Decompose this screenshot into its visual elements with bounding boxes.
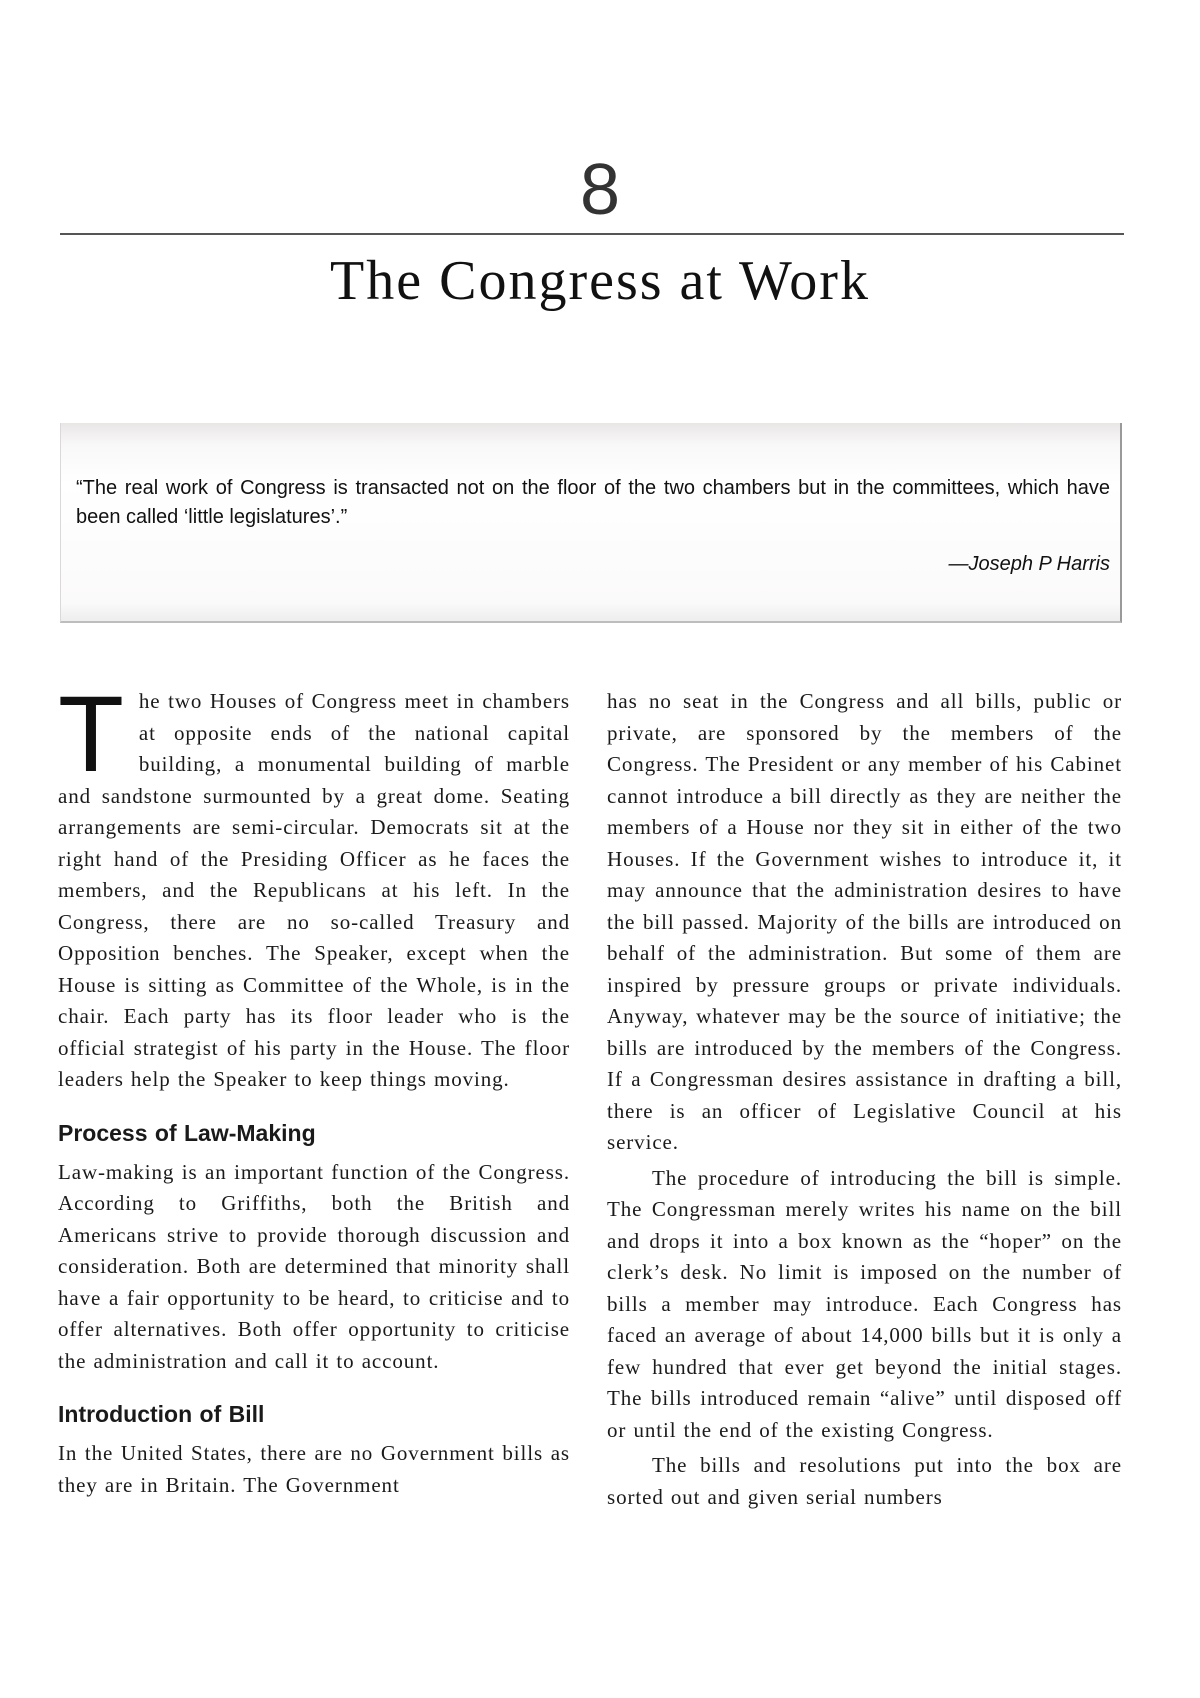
left-column — [58, 673, 570, 1501]
epigraph-attribution: —Joseph P Harris — [948, 553, 1110, 575]
epigraph-quote: “The real work of Congress is transacted not on the floor of the two chambers but in the committees, which have been called ‘little legislatures’.” — [76, 477, 1110, 528]
section-heading: Process of Law-Making — [58, 1119, 316, 1146]
intro-paragraph-text: he two Houses of Congress meet in chambers at opposite ends of the national capital building, a monumental building of marble and sandstone surmounted by a great dome. Seating arrangements are semi-circular. Democrats sit at the right hand of the Presiding Officer as he faces the members, and the Republicans at his left. In the Congress, there are no so-called Treasury and Opposition benches. The Speaker, except when the House is sitting as Committee of the Whole, is in the chair. Each party has its floor leader who is the official strategist of his party in the House. The floor leaders help the Speaker to keep things moving. — [58, 689, 570, 1091]
chapter-number: 8 — [579, 150, 621, 230]
drop-cap: T — [58, 673, 125, 794]
section-paragraph: In the United States, there are no Government bills as they are in Britain. The Government — [58, 1441, 570, 1497]
body-paragraph: The bills and resolutions put into the box are sorted out and given serial numbers — [607, 1453, 1122, 1509]
intro-paragraph — [58, 673, 570, 1096]
epigraph-box — [60, 423, 1122, 623]
body-paragraph: The procedure of introducing the bill is simple. The Congressman merely writes his name on the bill and drops it into a box known as the “hoper” on the clerk’s desk. No limit is imposed on the number of bills a member may introduce. Each Congress has faced an average of about 14,000 bills but it is only a few hundred that ever get beyond the initial stages. The bills introduced remain “alive” until disposed off or until the end of the existing Congress. — [607, 1165, 1122, 1442]
section-paragraph: Law-making is an important function of the Congress. According to Griffiths, both the British and Americans strive to provide thorough discussion and consideration. Both are determined that minority shall have a fair opportunity to be heard, to criticise and to offer alternatives. Both offer opportunity to criticise the administration and call it to account. — [58, 1159, 570, 1373]
right-column — [607, 686, 1122, 1513]
body-paragraph: has no seat in the Congress and all bills, public or private, are sponsored by the members of the Congress. The President or any member of his Cabinet cannot introduce a bill directly as they are neither the members of a House nor they sit in either of the two Houses. If the Government wishes to introduce it, it may announce that the administration desires to have the bill passed. Majority of the bills are introduced on behalf of the administration. But some of them are inspired by pressure groups or private individuals. Anyway, whatever may be the source of initiative; the bills are introduced by the members of the Congress. If a Congressman desires assistance in drafting a bill, there is an officer of Legislative Council at his service. — [607, 689, 1122, 1154]
section-heading: Introduction of Bill — [58, 1401, 265, 1427]
chapter-divider — [60, 233, 1124, 235]
chapter-title: The Congress at Work — [330, 250, 870, 312]
